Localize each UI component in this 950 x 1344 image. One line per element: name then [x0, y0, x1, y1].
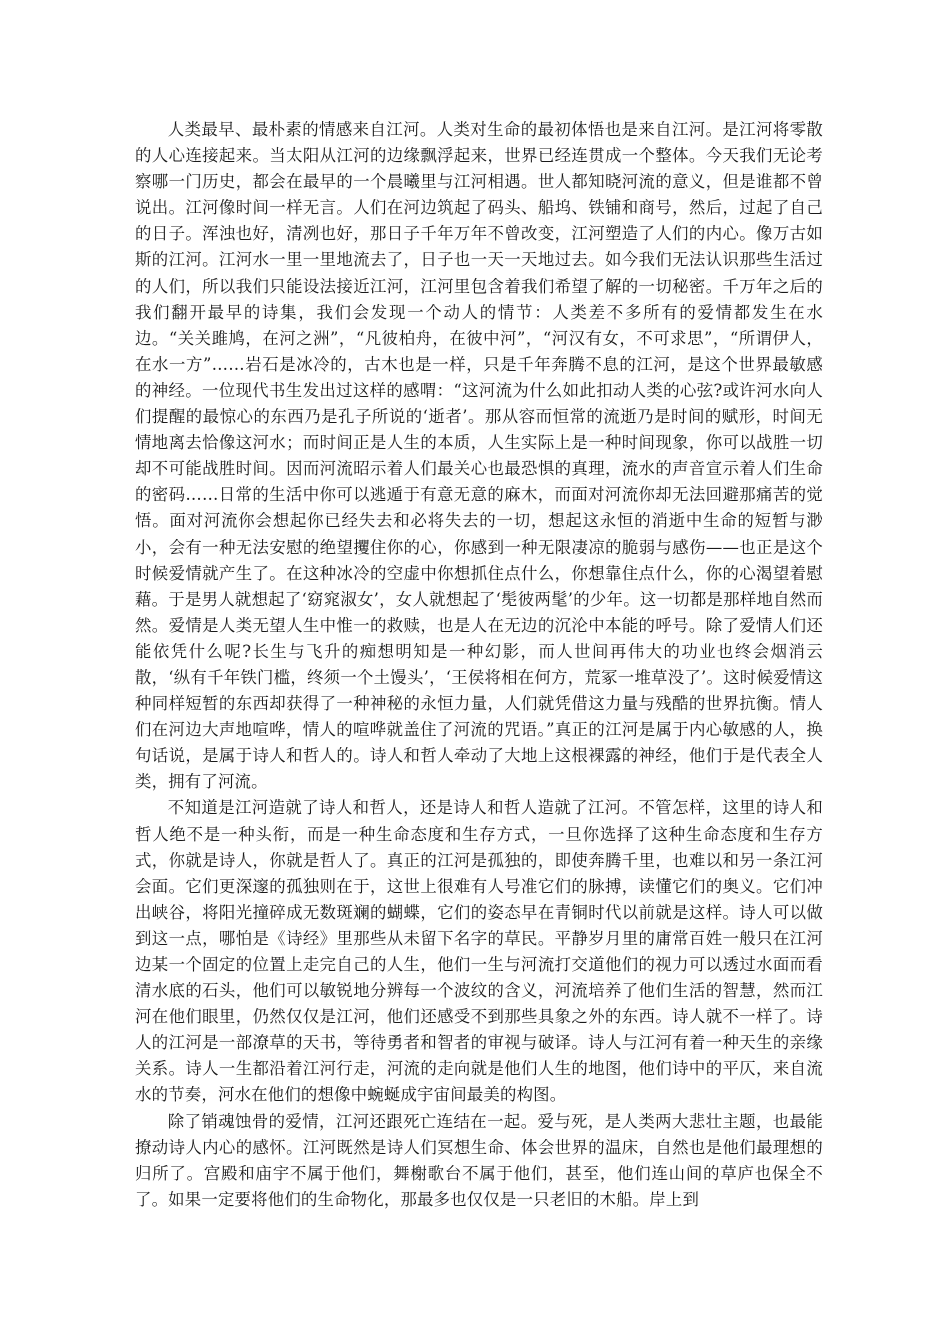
paragraph-3: 除了销魂蚀骨的爱情，江河还跟死亡连结在一起。爱与死，是人类两大悲壮主题，也最能撩动诗人内心的感怀。江河既然是诗人们冥想生命、体会世界的温床，自然也是他们最理想的归所了。宫殿和庙宇不属于他们，舞榭歌台不属于他们，甚至，他们连山间的草庐也保全不了。如果一定要将他们的生命物化，那最多也仅仅是一只老旧的木船。岸上到	[135, 1111, 823, 1209]
paragraph-2: 不知道是江河造就了诗人和哲人，还是诗人和哲人造就了江河。不管怎样，这里的诗人和哲人绝不是一种头衔，而是一种生命态度和生存方式，一旦你选择了这种生命态度和生存方式，你就是诗人，你就是哲人了。真正的江河是孤独的，即使奔腾千里，也难以和另一条江河会面。它们更深邃的孤独则在于，这世上很难有人号准它们的脉搏，读懂它们的奥义。它们冲出峡谷，将阳光撞碎成无数斑斓的蝴蝶，它们的姿态早在青铜时代以前就是这样。诗人可以做到这一点，哪怕是《诗经》里那些从未留下名字的草民。平静岁月里的庸常百姓一般只在江河边某一个固定的位置上走完自己的人生，他们一生与河流打交道他们的视力可以透过水面而看清水底的石头，他们可以敏锐地分辨每一个波纹的含义，河流培养了他们生活的智慧，然而江河在他们眼里，仍然仅仅是江河，他们还感受不到那些具象之外的东西。诗人就不一样了。诗人的江河是一部潦草的天书，等待勇者和智者的审视与破译。诗人与江河有着一种天生的亲缘关系。诗人一生都沿着江河行走，河流的走向就是他们人生的地图，他们诗中的平仄，来自流水的节奏，河水在他们的想像中蜿蜒成宇宙间最美的构图。	[135, 798, 823, 1105]
article-body	[135, 117, 823, 1213]
paragraph-1: 人类最早、最朴素的情感来自江河。人类对生命的最初体悟也是来自江河。是江河将零散的人心连接起来。当太阳从江河的边缘飘浮起来，世界已经连贯成一个整体。今天我们无论考察哪一门历史，都会在最早的一个晨曦里与江河相遇。世人都知晓河流的意义，但是谁都不曾说出。江河像时间一样无言。人们在河边筑起了码头、船坞、铁铺和商号，然后，过起了自己的日子。浑浊也好，清冽也好，那日子千年万年不曾改变，江河塑造了人们的内心。像万古如斯的江河。江河水一里一里地流去了，日子也一天一天地过去。如今我们无法认识那些生活过的人们，所以我们只能设法接近江河，江河里包含着我们希望了解的一切秘密。千万年之后的我们翻开最早的诗集，我们会发现一个动人的情节：人类差不多所有的爱情都发生在水边。“关关雎鸠，在河之洲”，“凡彼柏舟，在彼中河”，“河汉有女，不可求思”，“所谓伊人，在水一方”……岩石是冰冷的，古木也是一样，只是千年奔腾不息的江河，是这个世界最敏感的神经。一位现代书生发出过这样的感喟：“这河流为什么如此扣动人类的心弦?或许河水向人们提醒的最惊心的东西乃是孔子所说的‘逝者’。那从容而恒常的流逝乃是时间的赋形，时间无情地离去恰像这河水；而时间正是人生的本质，人生实际上是一种时间现象，你可以战胜一切却不可能战胜时间。因而河流昭示着人们最关心也最恐惧的真理，流水的声音宣示着人们生命的密码……日常的生活中你可以逃遁于有意无意的麻木，而面对河流你却无法回避那痛苦的觉悟。面对河流你会想起你已经失去和必将失去的一切，想起这永恒的消逝中生命的短暂与渺小，会有一种无法安慰的绝望攫住你的心，你感到一种无限凄凉的脆弱与感伤——也正是这个时候爱情就产生了。在这种冰冷的空虚中你想抓住点什么，你想靠住点什么，你的心渴望着慰藉。于是男人就想起了‘窈窕淑女’，女人就想起了‘髧彼两髦’的少年。这一切都是那样地自然而然。爱情是人类无望人生中惟一的救赎，也是人在无边的沉沦中本能的呼号。除了爱情人们还能依凭什么呢?长生与飞升的痴想明知是一种幻影，而人世间再伟大的功业也终会烟消云散，‘纵有千年铁门槛，终须一个土馒头’，‘王侯将相在何方，荒冢一堆草没了’。这时候爱情这种同样短暂的东西却获得了一种神秘的永恒力量，人们就凭借这力量与残酷的世界抗衡。情人们在河边大声地喧哗，情人的喧哗就盖住了河流的咒语。”真正的江河是属于内心敏感的人，换句话说，是属于诗人和哲人的。诗人和哲人牵动了大地上这根裸露的神经，他们于是代表全人类，拥有了河流。	[135, 120, 823, 792]
